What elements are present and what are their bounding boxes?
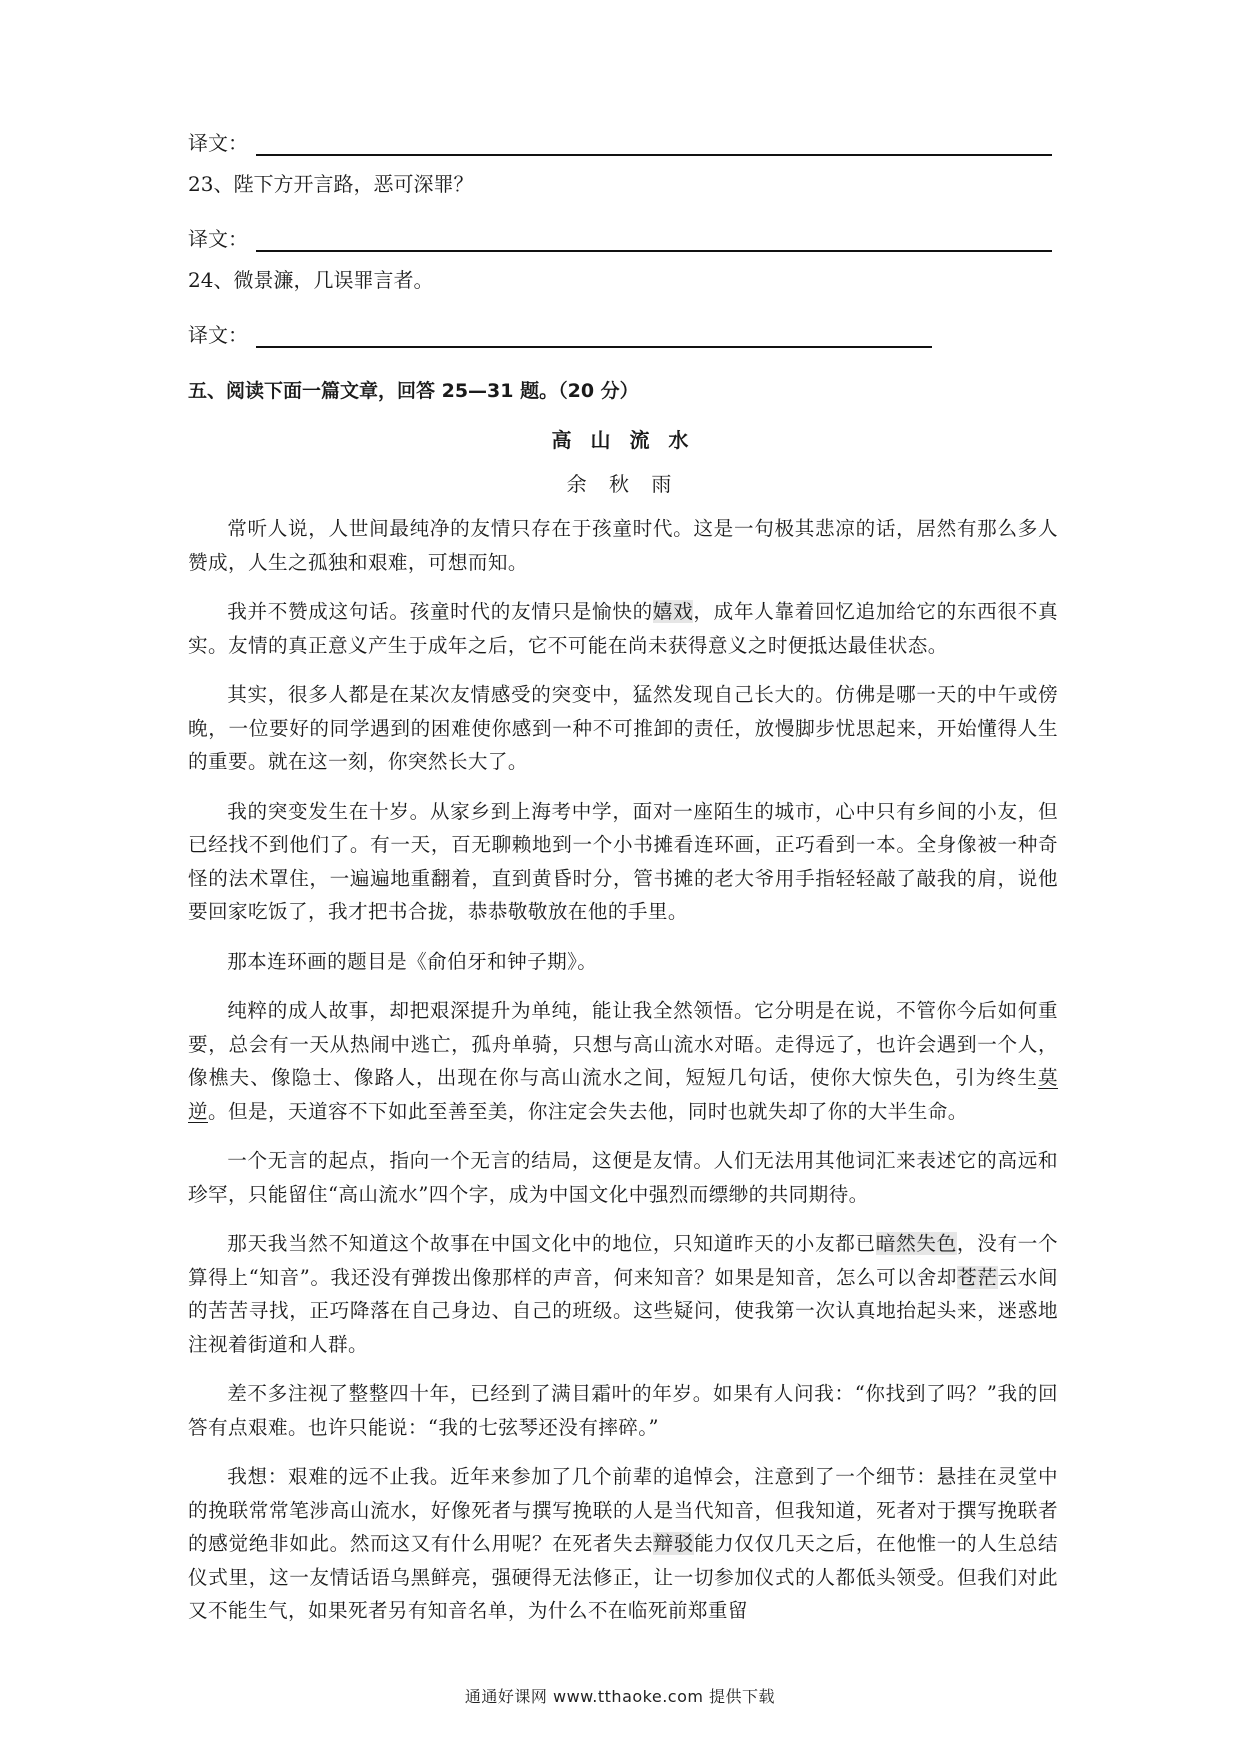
translation-label: 译文： [188,227,248,251]
text-run: 能力仅仅几天之后，在他惟一的人生总结仪式里，这一友情话语乌黑鲜亮，强硬得无法修正，让一切参加仪式的人都低头领受。但我们对此又不能生气，如果死者另有知音名单，为什么不在临死前郑重留 [188,1532,1058,1622]
highlighted-word: 苍茫 [957,1265,998,1289]
paragraph-9: 差不多注视了整整四十年，已经到了满目霜叶的年岁。如果有人问我：“你找到了吗？”我的回答有点艰难。也许只能说：“我的七弦琴还没有摔碎。” [188,1382,1058,1439]
translation-line-22 [188,112,1058,156]
paragraph-10 [188,1460,1058,1628]
translation-label: 译文： [188,323,248,347]
text-run: 那天我当然不知道这个故事在中国文化中的地位，只知道昨天的小友都已 [227,1232,876,1255]
text-run: 云水间的苦苦寻找，正巧降落在自己身边、自己的班级。这些疑问，使我第一次认真地抬起头来，迷惑地注视着街道和人群。 [188,1265,1058,1356]
paragraph-8 [188,1227,1058,1361]
question-23: 23、陛下方开言路，恶可深罪？ [188,171,474,196]
translation-line-23 [188,208,1058,252]
paragraph-6 [188,994,1058,1128]
highlighted-word: 暗然失色 [875,1232,957,1255]
text-run: 我并不赞成这句话。孩童时代的友情只是愉快的 [227,600,653,623]
paragraph-5: 那本连环画的题目是《俞伯牙和钟子期》。 [227,949,598,973]
paragraph-7: 一个无言的起点，指向一个无言的结局，这便是友情。人们无法用其他词汇来表述它的高远和珍罕，只能留住“高山流水”四个字，成为中国文化中强烈而缥缈的共同期待。 [188,1149,1058,1206]
answer-blank[interactable] [256,322,932,348]
page-footer: 通通好课网 www.tthaoke.com 提供下载 [464,1687,776,1706]
text-run: 。但是，天道容不下如此至善至美，你注定会失去他，同时也就失却了你的大半生命。 [208,1099,968,1123]
text-run: 纯粹的成人故事，却把艰深提升为单纯，能让我全然领悟。它分明是在说，不管你今后如何重要，总会有一天从热闹中逃亡，孤舟单骑，只想与高山流水对晤。走得远了，也许会遇到一个人，像樵夫、像隐士、像路人，出现在你与高山流水之间，短短几句话，使你大惊失色，引为终生 [188,999,1058,1089]
answer-blank[interactable] [256,130,1052,156]
article-title: 高 山 流 水 [551,428,695,452]
question-24: 24、微景濂，几误罪言者。 [188,267,434,292]
article-author: 余 秋 雨 [566,472,680,496]
paragraph-1: 常听人说，人世间最纯净的友情只存在于孩童时代。这是一句极其悲凉的话，居然有那么多人赞成，人生之孤独和艰难，可想而知。 [188,517,1058,574]
translation-line-24 [188,304,1058,348]
paragraph-3: 其实，很多人都是在某次友情感受的突变中，猛然发现自己长大的。仿佛是哪一天的中午或傍晚，一位要好的同学遇到的困难使你感到一种不可推卸的责任，放慢脚步忧思起来，开始懂得人生的重要。就在这一刻，你突然长大了。 [188,683,1058,773]
page-content [188,112,1058,1644]
section-heading: 五、阅读下面一篇文章，回答 25—31 题。（20 分） [188,379,639,402]
text-run: 我想：艰难的远不止我。近年来参加了几个前辈的追悼会，注意到了一个细节：悬挂在灵堂中的挽联常常笔涉高山流水，好像死者与撰写挽联的人是当代知音，但我知道，死者对于撰写挽联者的感觉绝非如此。然而这又有什么用呢？在死者失去 [188,1465,1058,1555]
translation-label: 译文： [188,131,248,155]
underlined-word: 莫逆 [188,1066,1058,1123]
paragraph-4: 我的突变发生在十岁。从家乡到上海考中学，面对一座陌生的城市，心中只有乡间的小友，但已经找不到他们了。有一天，百无聊赖地到一个小书摊看连环画，正巧看到一本。全身像被一种奇怪的法术罩住，一遍遍地重翻着，直到黄昏时分，管书摊的老大爷用手指轻轻敲了敲我的肩，说他要回家吃饭了，我才把书合拢，恭恭敬敬放在他的手里。 [188,799,1058,923]
highlighted-word: 嬉戏 [652,600,694,623]
text-run: ，成年人靠着回忆追加给它的东西很不真实。友情的真正意义产生于成年之后，它不可能在尚未获得意义之时便抵达最佳状态。 [188,600,1058,657]
text-run: ，没有一个算得上“知音”。我还没有弹拨出像那样的声音，何来知音？如果是知音，怎么可以舍却 [188,1232,1058,1289]
answer-blank[interactable] [256,226,1052,252]
paragraph-2 [188,595,1058,662]
highlighted-word: 辩驳 [653,1532,694,1555]
